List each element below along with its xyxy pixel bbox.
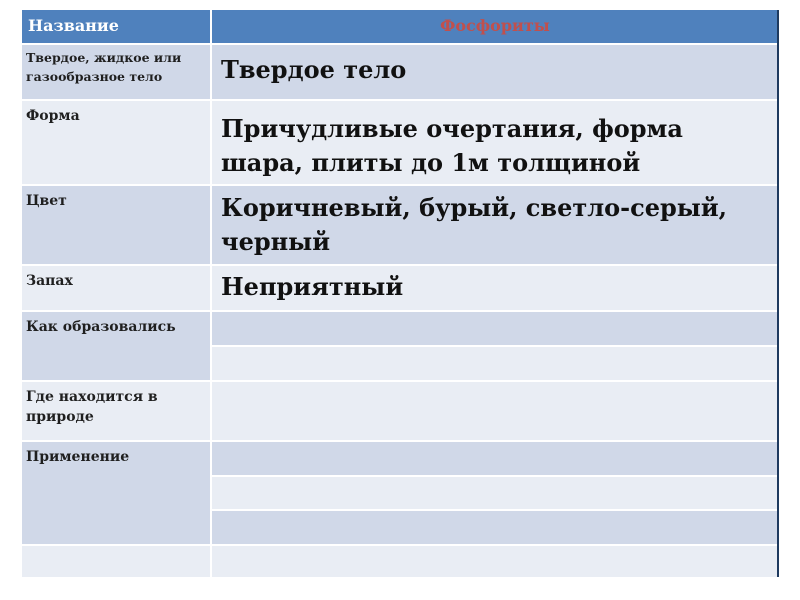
row-smell-value: Неприятный bbox=[211, 265, 779, 311]
table-right-edge bbox=[777, 10, 779, 577]
row-divider bbox=[22, 544, 779, 546]
row-divider bbox=[22, 310, 779, 312]
row-color-value: Коричневый, бурый, светло-серый, черный bbox=[211, 185, 779, 265]
row-divider bbox=[22, 184, 779, 186]
row-form-value: Причудливые очертания, форма шара, плиты до 1м толщиной bbox=[211, 100, 779, 185]
row-location-value bbox=[211, 381, 779, 441]
row-state-label: Твердое, жидкое или газообразное тело bbox=[22, 43, 211, 100]
row-application-value-1 bbox=[211, 441, 779, 476]
header-name-cell bbox=[22, 10, 211, 43]
row-origin-value-1 bbox=[211, 311, 779, 346]
subrow-divider bbox=[211, 475, 779, 477]
subrow-divider bbox=[211, 509, 779, 511]
row-location-label: Где находится в природе bbox=[22, 381, 211, 441]
row-state-value: Твердое тело bbox=[211, 43, 779, 100]
header-subject-title: Фосфориты bbox=[440, 16, 550, 35]
row-divider bbox=[22, 440, 779, 442]
subrow-divider bbox=[211, 345, 779, 347]
row-divider bbox=[22, 380, 779, 382]
row-origin-label: Как образовались bbox=[22, 311, 211, 381]
row-form-label: Форма bbox=[22, 100, 211, 185]
column-divider bbox=[210, 10, 212, 577]
header-name-label: Название bbox=[28, 16, 119, 35]
row-smell-label: Запах bbox=[22, 265, 211, 311]
row-color-label: Цвет bbox=[22, 185, 211, 265]
row-application-value-3 bbox=[211, 510, 779, 545]
row-origin-value-2 bbox=[211, 346, 779, 381]
properties-table bbox=[22, 10, 779, 577]
row-application-value-2 bbox=[211, 476, 779, 510]
row-divider bbox=[22, 99, 779, 101]
row-divider bbox=[22, 264, 779, 266]
row-empty-label bbox=[22, 545, 211, 577]
row-application-label: Применение bbox=[22, 441, 211, 545]
row-divider bbox=[22, 43, 779, 45]
row-empty-value bbox=[211, 545, 779, 577]
header-subject-cell bbox=[211, 10, 779, 43]
